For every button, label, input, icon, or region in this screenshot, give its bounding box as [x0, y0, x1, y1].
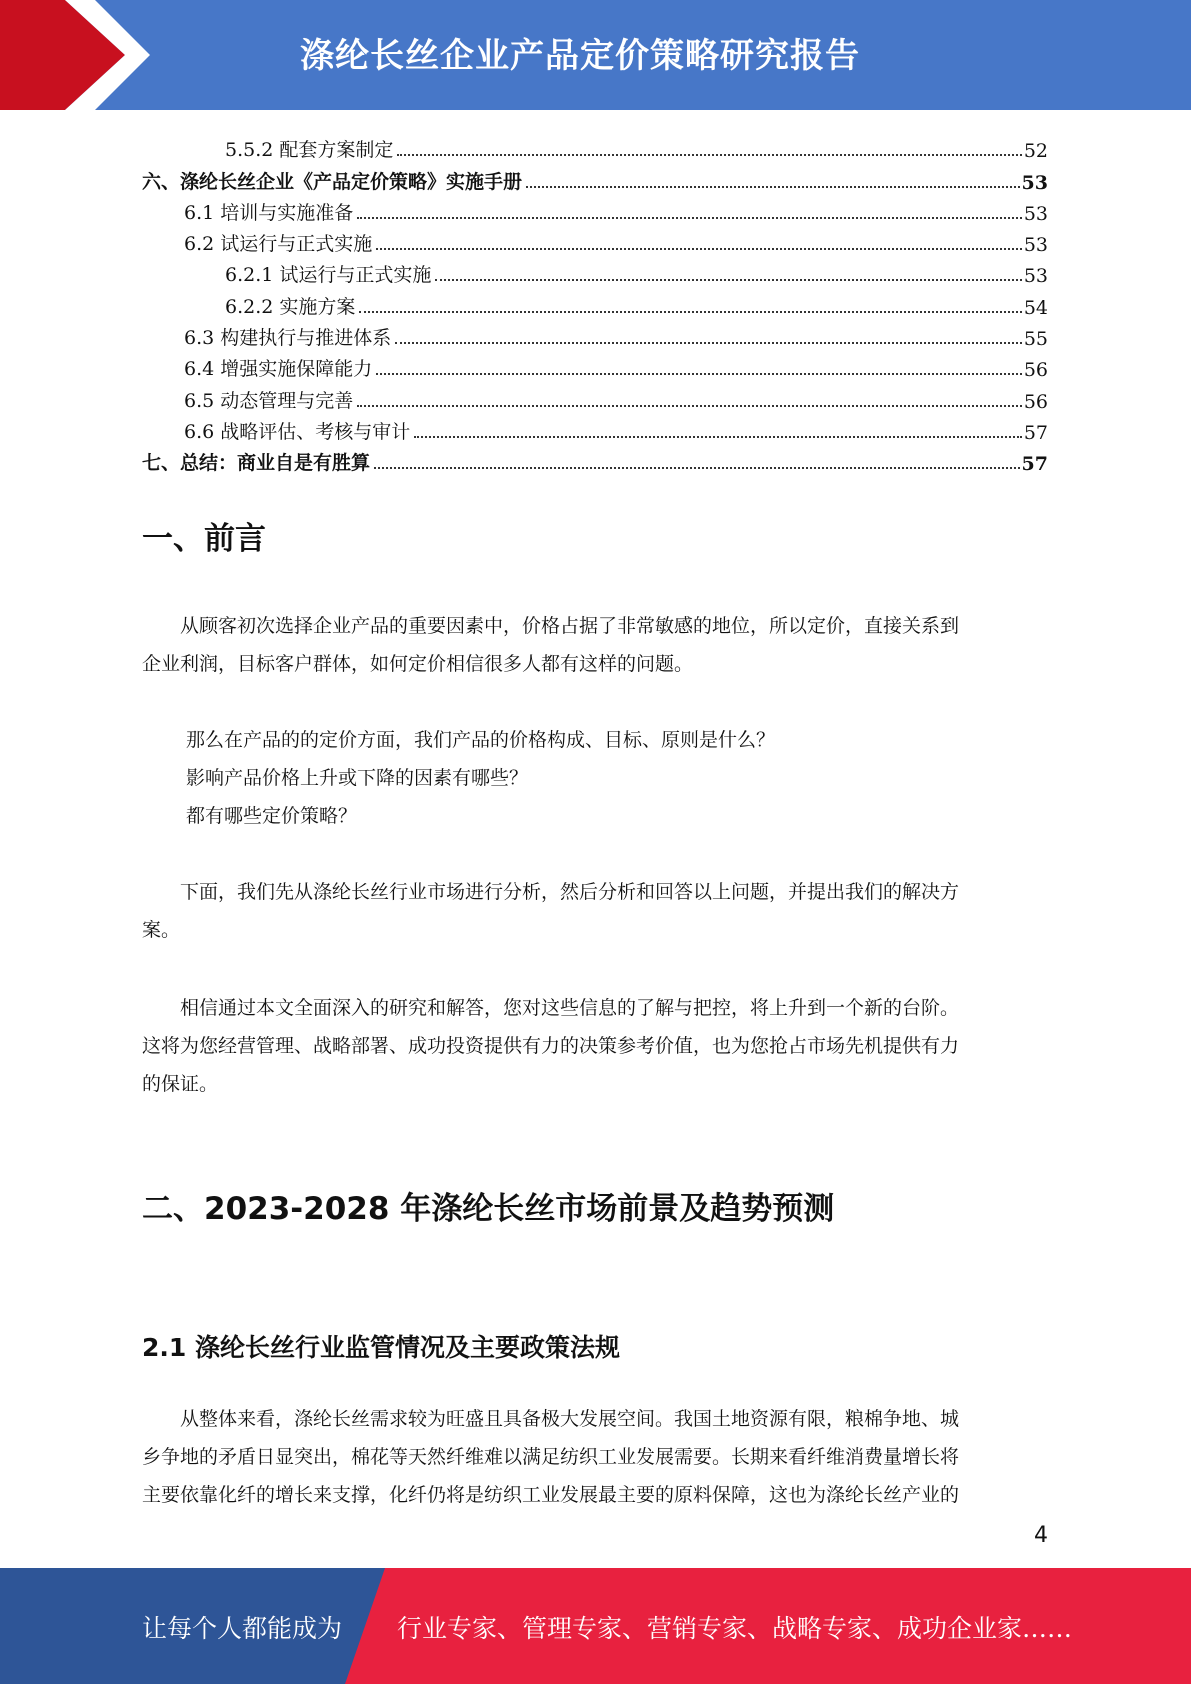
- toc-entry-title: 6.2 试运行与正式实施: [184, 229, 376, 256]
- toc-entry-page: 53: [1023, 265, 1048, 288]
- toc-entry[interactable]: [142, 444, 1048, 475]
- toc-entry-page: 55: [1023, 328, 1048, 351]
- text-line: 从整体来看，涤纶长丝需求较为旺盛且具备极大发展空间。我国土地资源有限，粮棉争地、城: [180, 1408, 960, 1430]
- toc-entry-page: 57: [1023, 421, 1048, 444]
- toc-entry-page: 52: [1023, 140, 1048, 163]
- toc-entry[interactable]: [142, 413, 1048, 444]
- toc-leader: [376, 373, 1022, 375]
- toc-entry-page: 53: [1023, 234, 1048, 257]
- toc-entry[interactable]: [142, 162, 1048, 193]
- text-line: 乡争地的矛盾日显突出，棉花等天然纤维难以满足纺织工业发展需要。长期来看纤维消费量增长将: [142, 1446, 960, 1468]
- text-line: 案。: [142, 919, 181, 941]
- preface-paragraph-1: [142, 607, 1047, 683]
- toc-entry[interactable]: [142, 381, 1048, 412]
- toc-leader: [526, 186, 1020, 188]
- page-footer: [0, 1568, 1191, 1684]
- toc-leader: [357, 405, 1022, 407]
- subsection-paragraph-1: [142, 1400, 1047, 1514]
- toc-entry-title: 6.6 战略评估、考核与审计: [184, 417, 414, 444]
- header-title: 涤纶长丝企业产品定价策略研究报告: [300, 36, 860, 76]
- toc-entry-title: 6.2.1 试运行与正式实施: [225, 260, 435, 287]
- toc-entry-title: 6.5 动态管理与完善: [184, 386, 357, 413]
- toc-leader: [435, 279, 1021, 281]
- toc-leader: [376, 248, 1022, 250]
- text-line: 这将为您经营管理、战略部署、成功投资提供有力的决策参考价值，也为您抢占市场先机提供有力: [142, 1035, 960, 1057]
- page-number: 4: [1034, 1523, 1048, 1548]
- toc-leader: [357, 217, 1022, 219]
- page-header: [0, 0, 1191, 110]
- text-line: 主要依靠化纤的增长来支撑，化纤仍将是纺织工业发展最主要的原料保障，这也为涤纶长丝产业的: [142, 1484, 960, 1506]
- toc-entry[interactable]: [142, 287, 1048, 318]
- text-line: 下面，我们先从涤纶长丝行业市场进行分析，然后分析和回答以上问题，并提出我们的解决方: [180, 881, 960, 903]
- toc-leader: [374, 467, 1020, 469]
- text-line: 的保证。: [142, 1073, 219, 1095]
- toc-leader: [359, 311, 1021, 313]
- toc-entry-title: 6.2.2 实施方案: [225, 292, 359, 319]
- toc-entry-page: 57: [1021, 453, 1048, 476]
- question-line: 都有哪些定价策略？: [186, 805, 358, 827]
- table-of-contents: [142, 131, 1048, 475]
- toc-entry-title: 6.3 构建执行与推进体系: [184, 323, 395, 350]
- question-line: 影响产品价格上升或下降的因素有哪些？: [186, 767, 529, 789]
- toc-entry-page: 56: [1023, 390, 1048, 413]
- toc-leader: [414, 436, 1022, 438]
- toc-entry-title: 5.5.2 配套方案制定: [225, 135, 397, 162]
- toc-entry-title: 6.1 培训与实施准备: [184, 198, 357, 225]
- toc-entry-page: 53: [1023, 202, 1048, 225]
- footer-slogan-left: 让每个人都能成为: [142, 1614, 343, 1643]
- toc-entry-page: 54: [1023, 296, 1048, 319]
- toc-entry[interactable]: [142, 350, 1048, 381]
- toc-entry[interactable]: [142, 225, 1048, 256]
- toc-entry-title: 七、总结：商业自是有胜算: [142, 448, 374, 475]
- toc-entry[interactable]: [142, 131, 1048, 162]
- question-line: 那么在产品的的定价方面，我们产品的价格构成、目标、原则是什么？: [186, 729, 776, 751]
- preface-paragraph-2: [142, 873, 1047, 949]
- toc-entry[interactable]: [142, 256, 1048, 287]
- text-line: 企业利润，目标客户群体，如何定价相信很多人都有这样的问题。: [142, 653, 694, 675]
- text-line: 相信通过本文全面深入的研究和解答，您对这些信息的了解与把控，将上升到一个新的台阶。: [180, 997, 960, 1019]
- section-heading-market-outlook: 二、2023-2028 年涤纶长丝市场前景及趋势预测: [142, 1191, 835, 1227]
- footer-slogan-right: 行业专家、管理专家、营销专家、战略专家、成功企业家……: [397, 1614, 1073, 1643]
- subsection-heading: 2.1 涤纶长丝行业监管情况及主要政策法规: [142, 1333, 620, 1362]
- toc-entry-page: 56: [1023, 359, 1048, 382]
- section-heading-preface: 一、前言: [142, 521, 266, 557]
- toc-entry[interactable]: [142, 319, 1048, 350]
- toc-entry[interactable]: [142, 194, 1048, 225]
- toc-entry-title: 6.4 增强实施保障能力: [184, 354, 376, 381]
- toc-leader: [395, 342, 1022, 344]
- toc-leader: [397, 154, 1021, 156]
- text-line: 从顾客初次选择企业产品的重要因素中，价格占据了非常敏感的地位，所以定价，直接关系到: [180, 615, 960, 637]
- preface-paragraph-3: [142, 989, 1047, 1103]
- toc-entry-page: 53: [1021, 171, 1048, 194]
- toc-entry-title: 六、涤纶长丝企业《产品定价策略》实施手册: [142, 167, 526, 194]
